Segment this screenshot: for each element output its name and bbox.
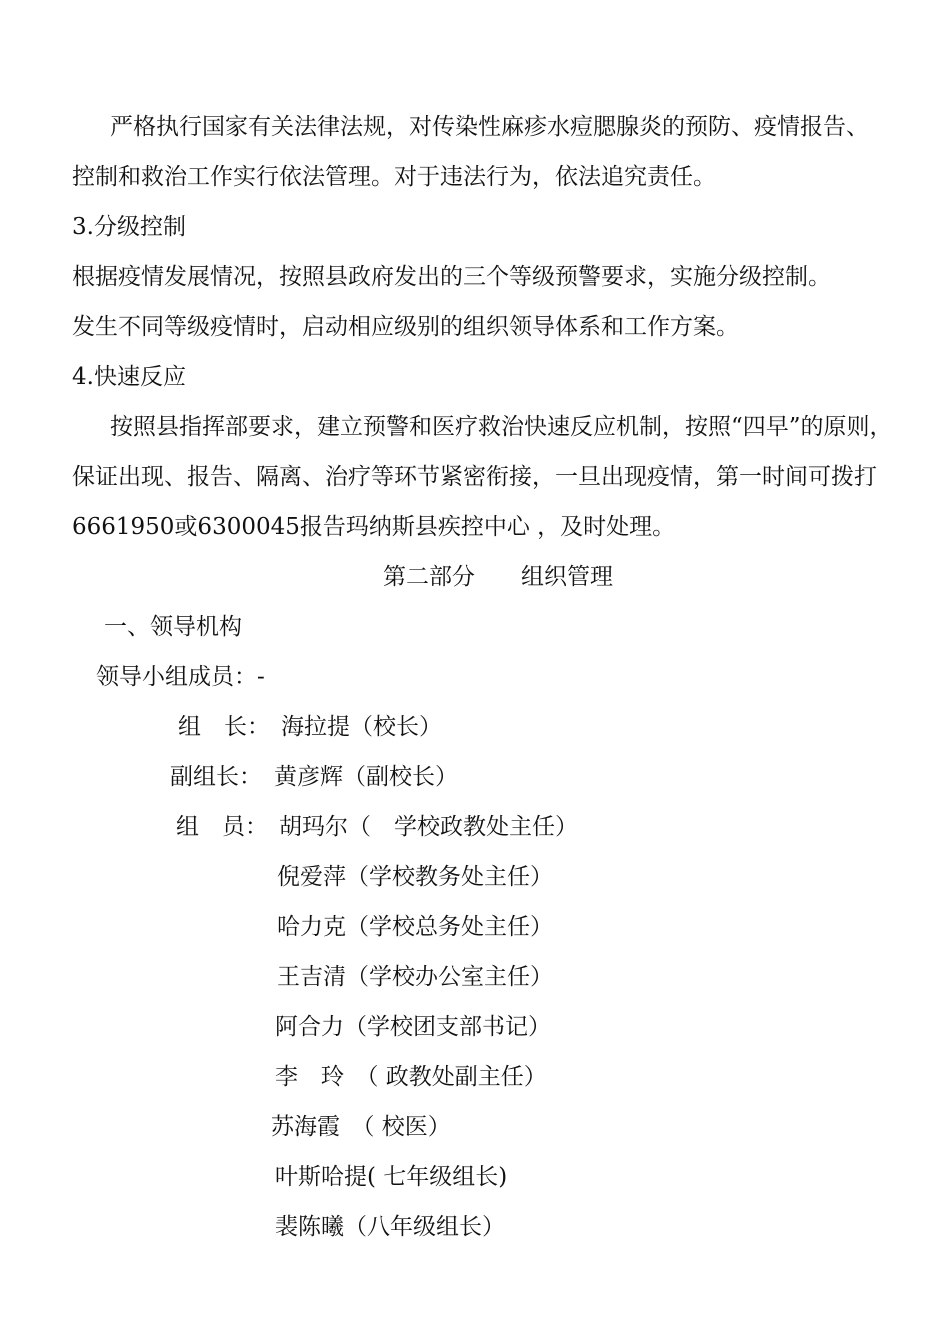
member-item: 裴陈曦（八年级组长） (275, 1214, 505, 1240)
section-3-heading: 3.分级控制 (72, 214, 186, 240)
member-item: 胡玛尔（ 学校政教处主任） (279, 814, 578, 840)
law-paragraph-line-1: 严格执行国家有关法律法规，对传染性麻疹水痘腮腺炎的预防、疫情报告、 (110, 114, 869, 140)
section-4-heading: 4.快速反应 (72, 364, 186, 390)
member-item: 王吉清（学校办公室主任） (277, 964, 553, 990)
leader-name: 海拉提（校长） (281, 714, 442, 740)
section-3-line-1: 根据疫情发展情况，按照县政府发出的三个等级预警要求，实施分级控制。 (72, 264, 831, 290)
member-item: 苏海霞 （ 校医） (271, 1114, 451, 1140)
member-item: 阿合力（学校团支部书记） (275, 1014, 551, 1040)
member-item: 叶斯哈提( 七年级组长) (275, 1164, 508, 1190)
deputy-name: 黄彦辉（副校长） (274, 764, 458, 790)
part-2-title: 第二部分 组织管理 (383, 564, 613, 590)
section-4-line-3: 6661950或6300045报告玛纳斯县疾控中心 ，及时处理。 (72, 514, 676, 540)
leadership-heading: 一、领导机构 (104, 614, 242, 640)
leader-label: 组 长： (178, 714, 270, 740)
section-3-line-2: 发生不同等级疫情时，启动相应级别的组织领导体系和工作方案。 (72, 314, 739, 340)
law-paragraph-line-2: 控制和救治工作实行依法管理。对于违法行为，依法追究责任。 (72, 164, 716, 190)
leadership-intro: 领导小组成员：- (96, 664, 265, 690)
member-item: 哈力克（学校总务处主任） (277, 914, 553, 940)
members-label: 组 员： (176, 814, 268, 840)
deputy-label: 副组长： (170, 764, 262, 790)
member-item: 李 玲 （ 政教处副主任） (275, 1064, 547, 1090)
section-4-line-1: 按照县指挥部要求，建立预警和医疗救治快速反应机制，按照“四早”的原则， (110, 414, 893, 440)
section-4-line-2: 保证出现、报告、隔离、治疗等环节紧密衔接，一旦出现疫情，第一时间可拨打 (72, 464, 877, 490)
member-item: 倪爱萍（学校教务处主任） (277, 864, 553, 890)
